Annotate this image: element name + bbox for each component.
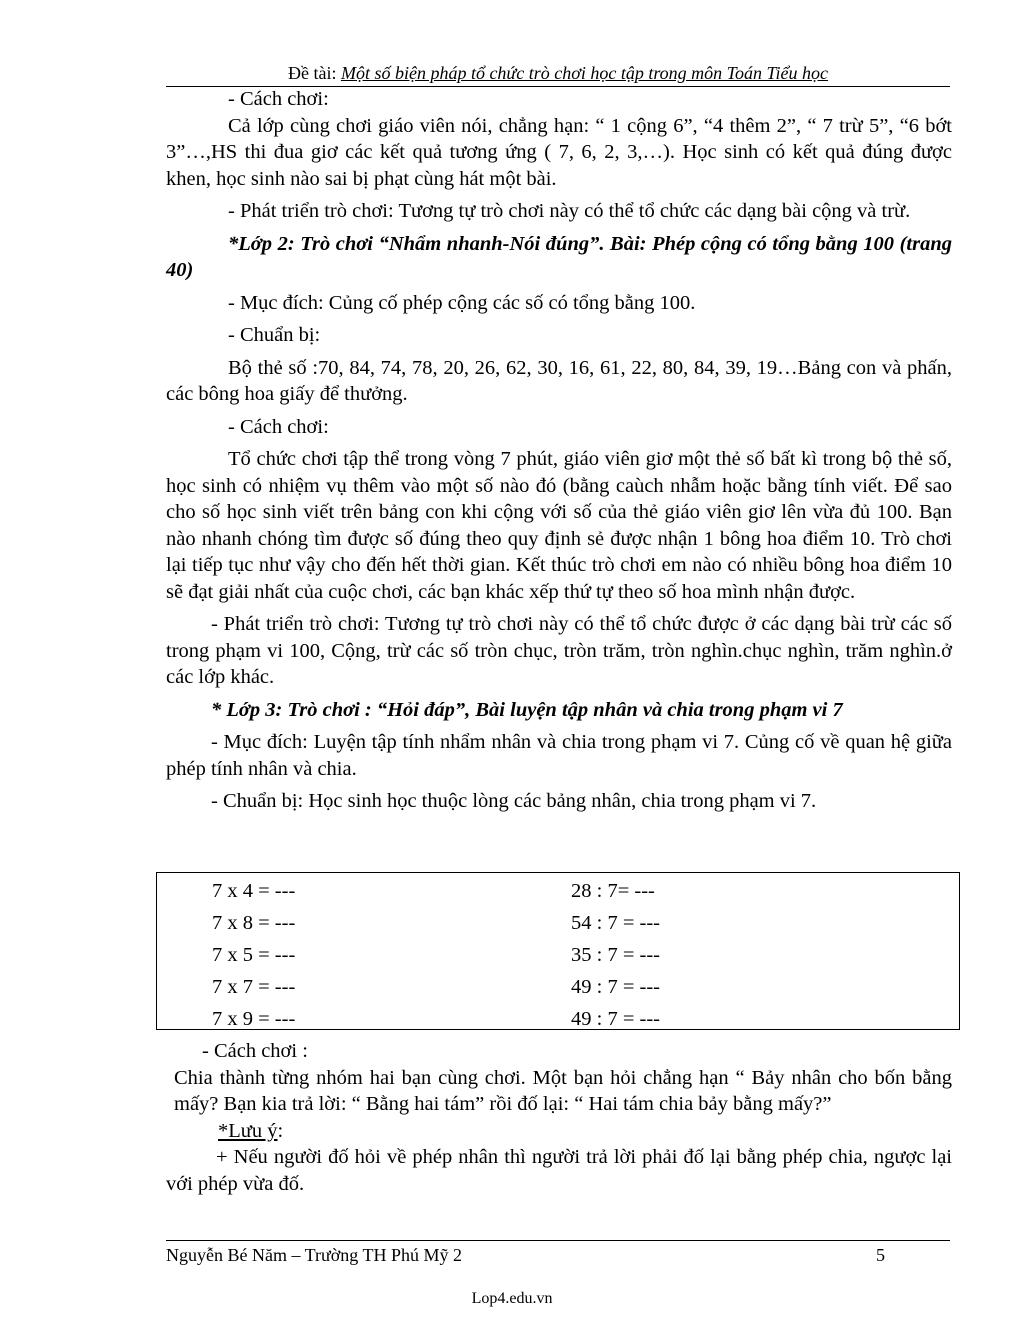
page-number: 5 [876,1245,885,1265]
footer-rule [166,1240,950,1241]
multiplication-cell: 7 x 5 = --- [212,944,296,966]
heading-grade-3-game: * Lớp 3: Trò chơi : “Hỏi đáp”, Bài luyện tập nhân và chia trong phạm vi 7 [211,698,843,721]
heading-grade-2-game: *Lớp 2: Trò chơi “Nhẩm nhanh-Nói đúng”. Bài: Phép cộng có tổng bằng 100 (trang 40) [166,232,952,281]
paragraph-preparation-3: - Chuẩn bị: Học sinh học thuộc lòng các bảng nhân, chia trong phạm vi 7. [211,790,817,812]
division-cell: 49 : 7 = --- [571,1008,660,1030]
table-row [157,1003,959,1035]
header-title: Một số biện pháp tổ chức trò chơi học tập trong môn Toán Tiểu học [340,63,829,83]
note-colon: : [277,1119,284,1142]
paragraph-purpose-3: - Mục đích: Luyện tập tính nhẩm nhân và chia trong phạm vi 7. Củng cố về quan hệ giữa phép tính nhân và chia. [166,731,952,780]
paragraph-cach-choi-2: - Cách chơi: [228,415,329,438]
footer-author: Nguyễn Bé Năm – Trường TH Phú Mỹ 2 [166,1245,462,1265]
multiplication-cell: 7 x 9 = --- [212,1008,296,1030]
multiplication-cell: 7 x 8 = --- [212,912,296,934]
division-cell: 49 : 7 = --- [571,976,660,998]
paragraph-note [166,1118,952,1145]
exercise-table [156,872,960,1030]
paragraph-game-rules-2: Tổ chức chơi tập thể trong vòng 7 phút, giáo viên giơ một thẻ số bất kì trong bộ thẻ số, học sinh có nhiệm vụ thêm vào một số nào đó (bằng caùch nhẫm hoặc bằng tính viết. Để sao cho số học sinh viết trên bảng con khi cộng với số của thẻ giáo viên giơ lên vừa đủ 100. Bạn nào nhanh chóng tìm được số đúng theo quy định sẻ được nhận 1 bông hoa điểm 10. Trò chơi lại tiếp tục như vậy cho đến hết thời gian. Kết thúc trò chơi em nào có nhiều bông hoa điểm 10 sẽ đạt giải nhất của cuộc chơi, các bạn khác xếp thứ tự theo số hoa mình nhận được. [166,448,952,603]
paragraph-purpose-2: - Mục đích: Củng cố phép cộng các số có tổng bằng 100. [228,291,696,314]
table-row [157,907,959,939]
table-row [157,875,959,907]
division-cell: 35 : 7 = --- [571,944,660,966]
after-table-section [166,1038,952,1197]
document-body [166,86,952,815]
paragraph-preparation-2: - Chuẩn bị: [228,324,321,346]
division-cell: 28 : 7= --- [571,880,655,902]
table-row [157,939,959,971]
header-prefix: Đề tài: [287,63,341,83]
paragraph-game-rules-3: Chia thành từng nhóm hai bạn cùng chơi. Một bạn hỏi chẳng hạn “ Bảy nhân cho bốn bằng mấy? Bạn kia trả lời: “ Bằng hai tám” rồi đố lại: “ Hai tám chia bảy bằng mấy?” [174,1066,952,1115]
paragraph-game-development-2: - Phát triển trò chơi: Tương tự trò chơi này có thể tổ chức được ở các dạng bài trừ các số trong phạm vi 100, Cộng, trừ các số tròn chục, tròn trăm, tròn nghìn.chục nghìn, trăm nghìn.ở các lớp khác. [166,613,952,688]
paragraph-cach-choi-3: - Cách chơi : [202,1040,308,1062]
paragraph-card-set: Bộ thẻ số :70, 84, 74, 78, 20, 26, 62, 30, 16, 61, 22, 80, 84, 39, 19…Bảng con và phấn, các bông hoa giấy để thưởng. [166,356,952,405]
multiplication-cell: 7 x 7 = --- [212,976,296,998]
page-header [166,62,950,84]
division-cell: 54 : 7 = --- [571,912,660,934]
multiplication-cell: 7 x 4 = --- [212,880,296,902]
paragraph-game-rules-1: Cả lớp cùng chơi giáo viên nói, chẳng hạn: “ 1 cộng 6”, “4 thêm 2”, “ 7 trừ 5”, “6 bớt 3”…,HS thi đua giơ các kết quả tương ứng ( 7, 6, 2, 3,…). Học sinh có kết quả đúng được khen, học sinh nào sai bị phạt cùng hát một bài. [166,114,952,190]
table-row [157,971,959,1003]
paragraph-note-content: + Nếu người đố hỏi về phép nhân thì người trả lời phải đố lại bằng phép chia, ngược lại với phép vừa đố. [166,1146,952,1195]
site-watermark: Lop4.edu.vn [471,1290,553,1307]
note-label: *Lưu ý [218,1119,278,1142]
paragraph-cach-choi-1: - Cách chơi: [228,88,329,110]
paragraph-game-development-1: - Phát triển trò chơi: Tương tự trò chơi này có thể tổ chức các dạng bài cộng và trừ. [228,200,911,222]
